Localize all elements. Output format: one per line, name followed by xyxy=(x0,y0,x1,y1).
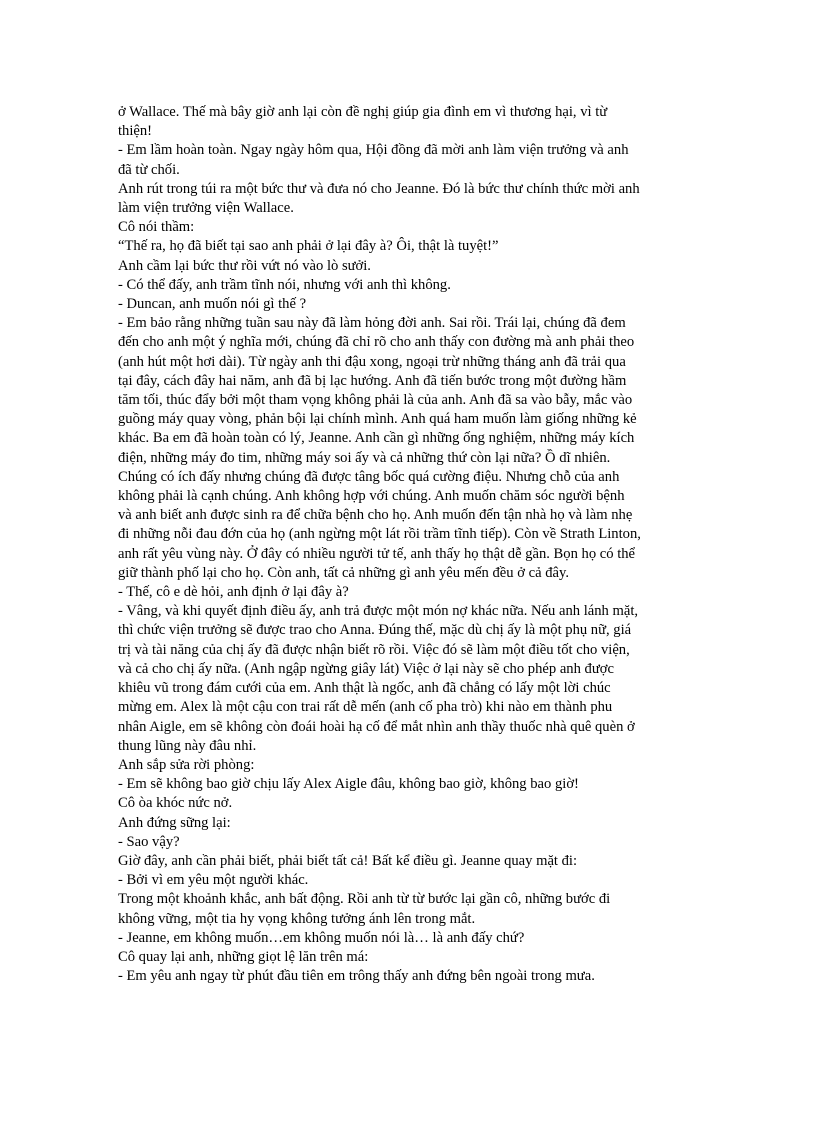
text-line: Cô quay lại anh, những giọt lệ lăn trên má: xyxy=(118,948,369,965)
text-line: thiện! xyxy=(118,123,153,140)
text-line: mừng em. Alex là một cậu con trai rất dễ mến (anh cố pha trò) khi nào em thành phu xyxy=(118,699,613,716)
text-line: khác. Ba em đã hoàn toàn có lý, Jeanne. Anh cần gì những ống nghiệm, những máy kích xyxy=(118,430,635,447)
text-line: - Bởi vì em yêu một người khác. xyxy=(118,872,309,889)
body-text xyxy=(118,103,696,986)
text-line: khiêu vũ trong đám cưới của em. Anh thật là ngốc, anh đã chẳng có lấy một lời chúc xyxy=(118,680,611,697)
text-line: Cô nói thầm: xyxy=(118,219,195,236)
text-line: trị và tài năng của chị ấy đã được nhận biết rõ rồi. Việc đó sẽ làm một điều tốt cho viện, xyxy=(118,641,630,658)
text-line: - Em lầm hoàn toàn. Ngay ngày hôm qua, Hội đồng đã mời anh làm viện trưởng và anh xyxy=(118,142,629,159)
text-line: điện, những máy đo tim, những máy soi ấy và cả những thứ còn lại nữa? Ồ dĩ nhiên. xyxy=(118,449,611,466)
text-line: thung lũng này đâu nhỉ. xyxy=(118,737,257,754)
text-line: không phải là cạnh chúng. Anh không hợp với chúng. Anh muốn chăm sóc người bệnh xyxy=(118,488,625,505)
text-line: đến cho anh một ý nghĩa mới, chúng đã chỉ rõ cho anh thấy con đường mà anh phải theo xyxy=(118,334,635,351)
text-line: giữ thành phố lại cho họ. Còn anh, tất cả những gì anh yêu mến đều ở cả đây. xyxy=(118,564,569,581)
text-line: - Vâng, và khi quyết định điều ấy, anh trả được một món nợ khác nữa. Nếu anh lánh mặt, xyxy=(118,603,639,620)
text-line: và cả cho chị ấy nữa. (Anh ngập ngừng giây lát) Việc ở lại này sẽ cho phép anh được xyxy=(118,660,614,677)
text-line: Anh đứng sững lại: xyxy=(118,814,231,831)
text-line: - Em sẽ không bao giờ chịu lấy Alex Aigle đâu, không bao giờ, không bao giờ! xyxy=(118,776,579,793)
text-line: tăm tối, thúc đẩy bởi một tham vọng không phải là của anh. Anh đã sa vào bẫy, mắc vào xyxy=(118,392,633,409)
text-line: - Duncan, anh muốn nói gì thế ? xyxy=(118,296,307,313)
text-line: không vững, một tia hy vọng không tưởng ánh lên trong mắt. xyxy=(118,910,476,927)
text-line: (anh hút một hơi dài). Từ ngày anh thi đậu xong, ngoại trừ những tháng anh đã trải qua xyxy=(118,353,626,370)
text-line: - Có thể đấy, anh trầm tĩnh nói, nhưng với anh thì không. xyxy=(118,276,451,293)
text-line: ở Wallace. Thế mà bây giờ anh lại còn đề nghị giúp gia đình em vì thương hại, vì từ xyxy=(118,104,608,120)
text-line: làm viện trưởng viện Wallace. xyxy=(118,200,294,217)
text-line: Trong một khoảnh khắc, anh bất động. Rồi anh từ từ bước lại gần cô, những bước đi xyxy=(118,891,611,908)
text-line: nhân Aigle, em sẽ không còn đoái hoài hạ cố để mắt nhìn anh thầy thuốc nhà quê quèn ở xyxy=(118,718,635,735)
text-line: Anh cầm lại bức thư rồi vứt nó vào lò sưởi. xyxy=(118,257,371,274)
text-line: “Thế ra, họ đã biết tại sao anh phải ở lại đây à? Ôi, thật là tuyệt!” xyxy=(118,238,499,255)
text-line: và anh biết anh được sinh ra để chữa bệnh cho họ. Anh muốn đến tận nhà họ và làm nhẹ xyxy=(118,507,633,524)
text-line: đã từ chối. xyxy=(118,161,180,178)
text-line: - Thế, cô e dè hỏi, anh định ở lại đây à? xyxy=(118,584,349,601)
text-line: Cô òa khóc nức nở. xyxy=(118,795,233,812)
text-line: Anh sắp sửa rời phòng: xyxy=(118,756,255,773)
text-line: - Sao vậy? xyxy=(118,833,180,850)
text-line: - Em bảo rằng những tuần sau này đã làm hỏng đời anh. Sai rồi. Trái lại, chúng đã đem xyxy=(118,315,626,332)
text-line: anh rất yêu vùng này. Ở đây có nhiều người tử tế, anh thấy họ thật dễ gần. Bọn họ có thể xyxy=(118,545,636,562)
text-line: guồng máy quay vòng, phản bội lại chính mình. Anh quá ham muốn làm giống những kẻ xyxy=(118,411,637,428)
text-line: - Em yêu anh ngay từ phút đầu tiên em trông thấy anh đứng bên ngoài trong mưa. xyxy=(118,968,595,985)
text-line: đi những nỗi đau đớn của họ (anh ngừng một lát rồi trầm tĩnh tiếp). Còn về Strath Linton, xyxy=(118,526,641,543)
text-line: tại đây, cách đây hai năm, anh đã bị lạc hướng. Anh đã tiến bước trong một đường hầm xyxy=(118,372,627,389)
text-line: - Jeanne, em không muốn…em không muốn nói là… là anh đấy chứ? xyxy=(118,929,525,946)
text-line: Giờ đây, anh cần phải biết, phải biết tất cả! Bất kể điều gì. Jeanne quay mặt đi: xyxy=(118,852,578,869)
text-line: Anh rút trong túi ra một bức thư và đưa nó cho Jeanne. Đó là bức thư chính thức mời anh xyxy=(118,180,640,197)
text-line: thì chức viện trưởng sẽ được trao cho Anna. Đúng thế, mặc dù chị ấy là một phụ nữ, giá xyxy=(118,622,632,639)
text-line: Chúng có ích đấy nhưng chúng đã được tâng bốc quá cường điệu. Nhưng chỗ của anh xyxy=(118,468,620,485)
